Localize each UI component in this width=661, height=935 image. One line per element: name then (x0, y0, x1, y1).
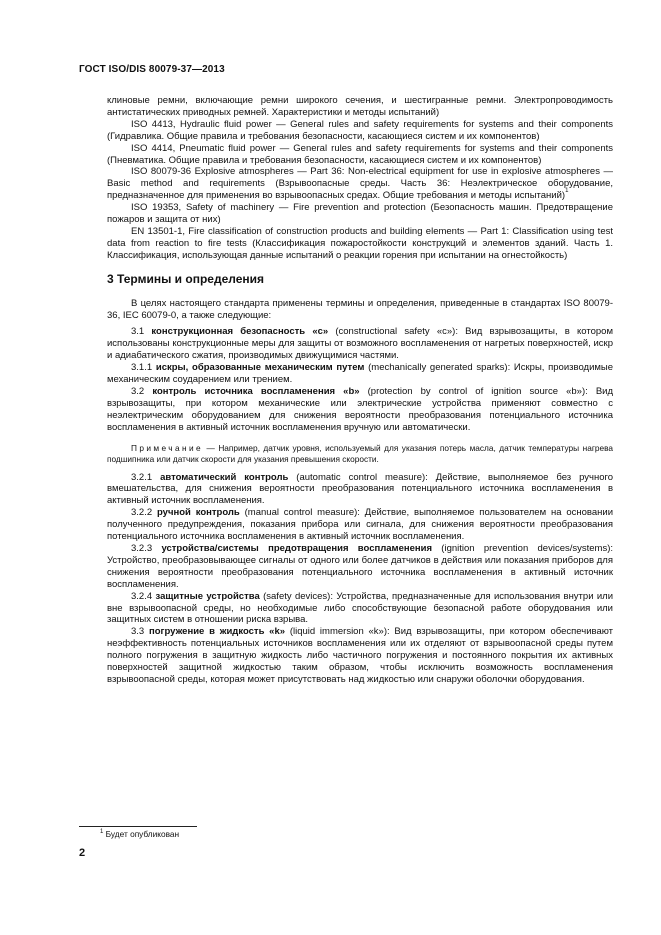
term-name: контроль источника воспламенения «b» (152, 385, 360, 397)
term-3-2-2 (107, 507, 613, 543)
term-name: погружение в жидкость «k» (149, 626, 286, 638)
term-number: 3.2.2 (131, 507, 153, 519)
term-name: ручной контроль (157, 507, 240, 519)
footnote-text: Будет опубликован (105, 829, 180, 839)
term-name: устройства/системы предотвращения воспламенения (161, 543, 432, 554)
term-number: 3.3 (131, 626, 145, 638)
term-number: 3.1 (131, 326, 145, 338)
page-body (107, 95, 613, 686)
reference-iso-4414: ISO 4414, Pneumatic fluid power — General rules and safety requirements for systems and their components (Пневматика. Общие правила и требования безопасности, касающиеся систем и их компонентов) (107, 142, 613, 166)
term-definition: (mechanically generated sparks): Искры, производимые механическим соударением или трением. (107, 362, 614, 386)
term-number: 3.2 (131, 385, 145, 397)
term-3-1 (107, 326, 613, 362)
section-heading: 3 Термины и определения (107, 271, 265, 286)
term-number: 3.2.4 (131, 590, 153, 602)
reference-en-13501-1: EN 13501-1, Fire classification of construction products and building elements — Part 1: Classification using test data from reaction to fire tests (Классификация пожаростойкости конструкций и элементов зданий. Часть 1. Классификация, использующая данные испытаний о реакции горения при испытании на огнестойкость) (107, 225, 613, 261)
term-3-2-1 (107, 472, 613, 508)
reference-continued: клиновые ремни, включающие ремни широкого сечения, и шестигранные ремни. Электропроводимость антистатических приводных ремней. Характеристики и методы испытаний) (107, 95, 613, 118)
note (107, 443, 613, 465)
term-name: защитные устройства (155, 590, 260, 602)
term-3-3 (107, 626, 613, 686)
term-3-2-4 (107, 591, 613, 627)
term-definition: (automatic control measure): Действие, выполняемое без ручного вмешательства, для снижения вероятности преобразования потенциального источника воспламенения в активный источник воспламенения. (107, 471, 614, 507)
term-3-1-1 (107, 362, 613, 386)
running-header: ГОСТ ISO/DIS 80079-37—2013 (79, 64, 225, 75)
term-definition: (protection by control of ignition source «b»): Вид взрывозащиты, при котором механические или электрические устройства применяют совместно с неэлектрическим оборудованием для снижения вероятности преобразования потенциального источника воспламенения в активный источник воспламенения вручную или автоматически. (107, 385, 614, 433)
reference-iso-80079-36-text: ISO 80079-36 Explosive atmospheres — Part 36: Non-electrical equipment for use in explosive atmospheres — Basic method and requirements (Взрывоопасные среды. Часть 36: Неэлектрическое оборудование, предназначенное для применения во взрывоопасных средах. Общие требования и методы испытаний) (107, 166, 613, 202)
footnote-ref-mark: 1 (565, 188, 569, 195)
term-definition: (constructional safety «c»): Вид взрывозащиты, в котором использованы конструкционные меры для защиты от возможного воспламенения от нагретых поверхностей, искр и адиабатического сжатия, производимых движущимися частями. (107, 326, 613, 362)
reference-iso-80079-36 (107, 166, 613, 202)
term-definition: (safety devices): Устройства, предназначенные для использования внутри или вне взрывоопасной среды, но необходимые либо способствующие безопасной работе оборудования или защитных систем в отношении риска взрыва. (107, 590, 614, 626)
note-text: — Например, датчик уровня, используемый для указания потерь масла, датчик температуры нагрева подшипника или датчик скорости для указания превышения скорости. (107, 442, 614, 464)
term-number: 3.1.1 (131, 362, 153, 374)
term-name: автоматический контроль (160, 471, 289, 483)
reference-iso-4413: ISO 4413, Hydraulic fluid power — General rules and safety requirements for systems and their components (Гидравлика. Общие правила и требования безопасности, касающиеся систем и их компонентов) (107, 118, 613, 142)
page-number: 2 (79, 847, 86, 859)
term-number: 3.2.3 (131, 543, 153, 554)
footnote-mark: 1 (100, 829, 104, 835)
term-definition: (ignition prevention devices/systems): Устройство, преобразовывающее сигналы от одного или более датчиков в действия или показания приборов для снижения вероятности преобразования потенциального источника воспламенения в активный источник воспламенения. (107, 543, 614, 590)
term-3-2 (107, 386, 613, 434)
term-number: 3.2.1 (131, 471, 153, 483)
term-definition: (liquid immersion «k»): Вид взрывозащиты, при котором обеспечивают неэффективность потенциальных источников воспламенения или их отделяют от взрывоопасной среды путем полного погружения в защитную жидкость либо частичного погружения и постоянного покрытия их активных поверхностей защитной жидкостью таким образом, чтобы исключить возможность воспламенения взрывоопасной среды, которая может присутствовать над жидкостью или снаружи оболочки оборудования. (107, 626, 613, 685)
reference-iso-19353: ISO 19353, Safety of machinery — Fire prevention and protection (Безопасность машин. Предотвращение пожаров и защита от них) (107, 202, 613, 226)
term-name: искры, образованные механическим путем (155, 362, 365, 374)
section-intro: В целях настоящего стандарта применены термины и определения, приведенные в стандартах ISO 80079-36, IEC 60079-0, а также следующие: (107, 297, 613, 321)
footnote-separator (79, 826, 197, 827)
term-name: конструкционная безопасность «c» (151, 326, 329, 338)
term-3-2-3 (107, 543, 613, 591)
term-definition: (manual control measure): Действие, выполняемое пользователем на основании полученного предупреждения, показания прибора или сигнала, для снижения вероятности преобразования потенциального источника воспламенения в активный источник воспламенения. (107, 507, 613, 543)
note-label: Примечание (131, 442, 204, 453)
footnote (100, 829, 179, 839)
